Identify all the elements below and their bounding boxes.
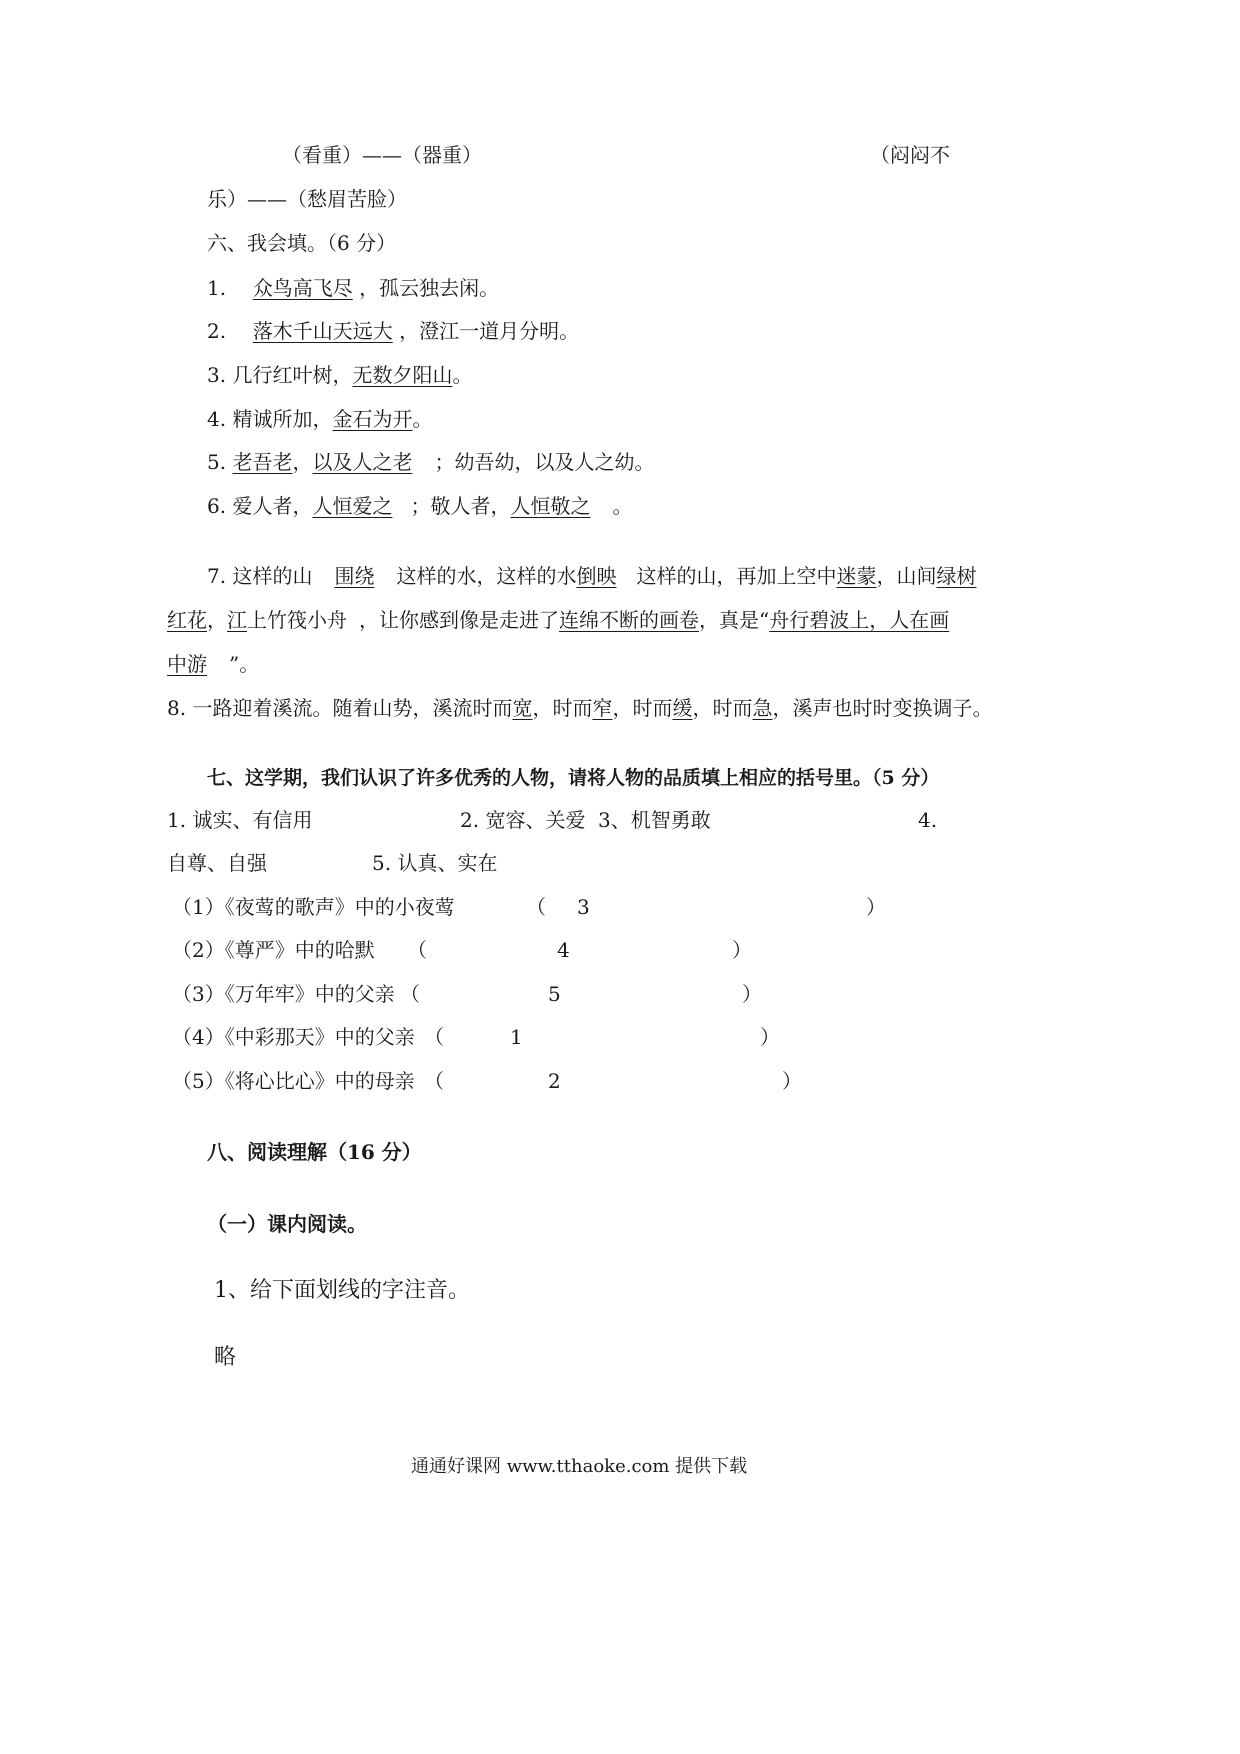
q7-m: ，让你感到像是走进了: [359, 608, 559, 632]
s8-subtitle: （一）课内阅读。: [207, 1212, 367, 1236]
s6-q6: [207, 492, 632, 520]
q7-answer-p: 舟行碧波上，人在画: [769, 608, 950, 632]
q7-l: 上竹筏小舟: [247, 608, 347, 632]
q5-comma: ，: [292, 450, 313, 474]
s7-opt5: 自尊、自强: [167, 851, 267, 875]
q7-r: ”。: [229, 652, 260, 676]
page-footer: 通通好课网 www.tthaoke.com 提供下载: [411, 1456, 748, 1477]
q5-pre: 5.: [207, 450, 233, 474]
q1-answer: 众鸟高飞尽: [252, 276, 353, 300]
s7-item-3-label: （3）《万年牢》中的父亲: [172, 982, 395, 1006]
q8-c: ，时而: [532, 696, 593, 720]
q7-answer-q: 中游: [167, 652, 207, 676]
q4-pre: 4. 精诚所加，: [207, 407, 333, 431]
s7-item-4-label: （4）《中彩那天》中的父亲: [172, 1025, 415, 1049]
s6-q7-line1: [207, 562, 976, 590]
s7-item-2-answer: 4: [557, 938, 570, 962]
q2-rest: ，澄江一道月分明。: [399, 319, 580, 343]
q8-answer-h: 急: [752, 696, 773, 720]
s6-q7-line2: [167, 606, 949, 634]
q1-rest: ，孤云独去闲。: [359, 276, 500, 300]
s7-opt4: 4.: [918, 808, 938, 832]
s6-q3: [207, 361, 472, 389]
s7-title: 七、这学期，我们认识了许多优秀的人物，请将人物的品质填上相应的括号里。（5 分）: [207, 767, 940, 789]
q8-answer-b: 宽: [512, 696, 533, 720]
s7-item-3-close: ）: [742, 982, 762, 1006]
s6-q7-line3: [167, 650, 259, 678]
s8-answer: 略: [214, 1345, 237, 1370]
q7-answer-k: 江: [227, 608, 247, 632]
s6-q5: [207, 448, 654, 476]
q6-answer2: 人恒敬之: [510, 494, 591, 518]
s5-line1a: （看重）——（器重）: [282, 143, 482, 167]
s8-q1: 1、给下面划线的字注音。: [214, 1278, 470, 1303]
q2-answer: 落木千山天远大: [252, 319, 393, 343]
s7-item-3-open: （: [400, 982, 420, 1006]
s7-item-5-label: （5）《将心比心》中的母亲: [172, 1069, 415, 1093]
q6-end: 。: [612, 494, 633, 518]
q7-a: 7. 这样的山: [207, 564, 313, 588]
q3-end: 。: [452, 363, 473, 387]
s7-item-4-answer: 1: [510, 1025, 523, 1049]
q7-answer-b: 围绕: [334, 564, 375, 588]
q8-g: ，时而: [692, 696, 753, 720]
s7-item-1-answer: 3: [577, 895, 590, 919]
s7-item-2-close: ）: [732, 938, 752, 962]
s7-item-1-label: （1）《夜莺的歌声》中的小夜莺: [172, 895, 455, 919]
s5-line1b: （闷闷不: [870, 143, 950, 167]
q5-answer1: 老吾老: [232, 450, 293, 474]
s6-q4: [207, 405, 432, 433]
q7-answer-f: 迷蒙: [836, 564, 877, 588]
q2-num: 2.: [207, 319, 227, 343]
q1-num: 1.: [207, 276, 227, 300]
s7-opt3: 3、机智勇敢: [598, 808, 711, 832]
s7-item-3-answer: 5: [548, 982, 561, 1006]
q7-c: 这样的水，这样的水: [396, 564, 577, 588]
q6-answer1: 人恒爱之: [312, 494, 393, 518]
q3-answer: 无数夕阳山: [352, 363, 453, 387]
s5-line2: 乐）——（愁眉苦脸）: [207, 187, 407, 211]
q7-g: ，山间: [876, 564, 937, 588]
s6-title: 六、我会填。（6 分）: [207, 231, 397, 255]
q7-answer-i: 红花: [167, 608, 207, 632]
s7-item-2-open: （: [407, 938, 427, 962]
q5-answer2: 以及人之老: [312, 450, 413, 474]
s8-title: 八、阅读理解（16 分）: [207, 1140, 422, 1164]
s7-item-2-label: （2）《尊严》中的哈默: [172, 938, 375, 962]
q3-pre: 3. 几行红叶树，: [207, 363, 353, 387]
q7-answer-h: 绿树: [936, 564, 977, 588]
q7-answer-d: 倒映: [576, 564, 617, 588]
s6-q2: [207, 317, 579, 345]
s7-item-4-close: ）: [760, 1025, 780, 1049]
q7-j: ，: [207, 608, 227, 632]
s7-item-5-answer: 2: [548, 1069, 561, 1093]
q8-answer-d: 窄: [592, 696, 613, 720]
q7-o: ，真是“: [699, 608, 770, 632]
q7-e: 这样的山，再加上空中: [636, 564, 837, 588]
s6-q1: [207, 274, 499, 302]
s7-opt1: 1. 诚实、有信用: [167, 808, 313, 832]
q8-i: ，溪声也时时变换调子。: [772, 696, 993, 720]
q8-answer-f: 缓: [672, 696, 693, 720]
q4-end: 。: [412, 407, 433, 431]
q7-answer-n: 连绵不断的画卷: [559, 608, 699, 632]
q6-pre: 6. 爱人者，: [207, 494, 313, 518]
s7-opt6: 5. 认真、实在: [372, 851, 498, 875]
s7-opt2: 2. 宽容、关爱: [460, 808, 586, 832]
s7-item-1-open: （: [526, 895, 546, 919]
s7-item-5-open: （: [424, 1069, 444, 1093]
s7-item-1-close: ）: [866, 895, 886, 919]
s7-item-4-open: （: [424, 1025, 444, 1049]
q8-a: 8. 一路迎着溪流。随着山势，溪流时而: [167, 696, 513, 720]
q5-rest: ；幼吾幼，以及人之幼。: [434, 450, 655, 474]
s6-q8: [167, 694, 992, 722]
q8-e: ，时而: [612, 696, 673, 720]
q4-answer: 金石为开: [332, 407, 413, 431]
s7-item-5-close: ）: [782, 1069, 802, 1093]
q6-mid: ；敬人者，: [410, 494, 511, 518]
